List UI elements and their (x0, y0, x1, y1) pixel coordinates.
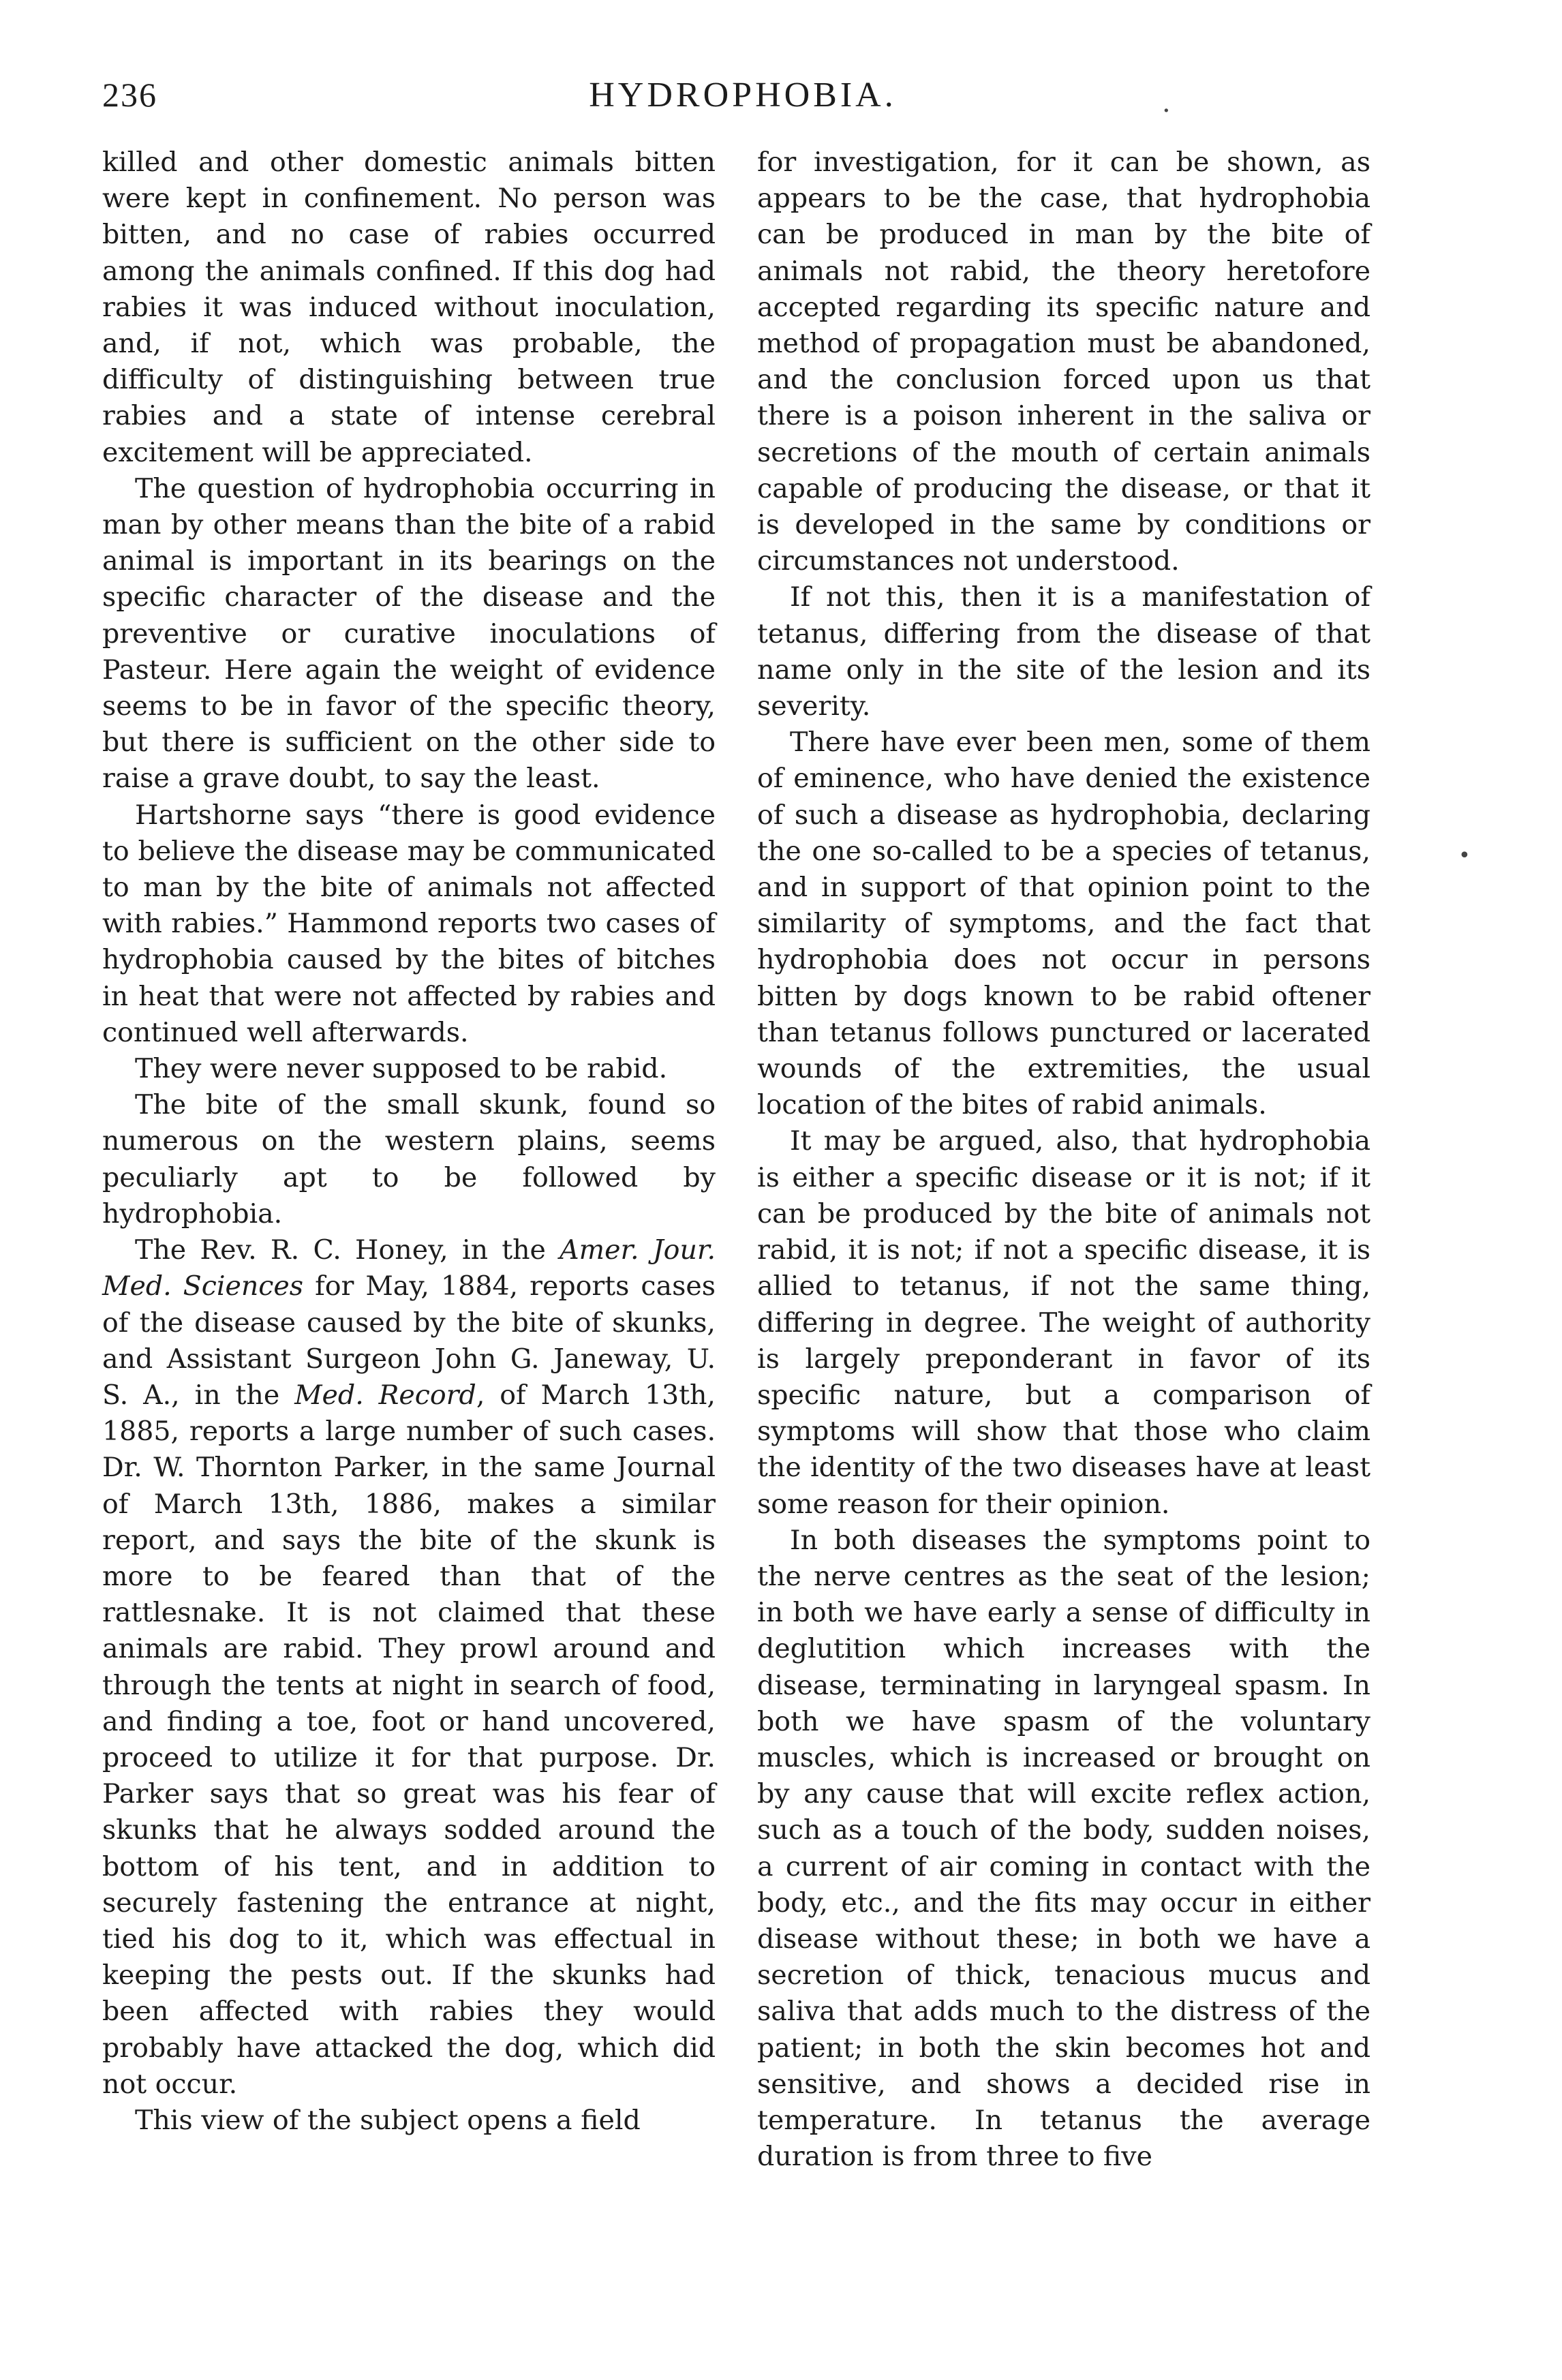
honey-text-a: The Rev. R. C. Honey, in the (135, 1234, 560, 1266)
paragraph-for-investigation: for investigation, for it can be shown, as appears to be the case, that hydrophobia can be produced in man by the bite of animals not rabid, the theory heretofore accepted regarding its specific nature and method of propagation must be abandoned, and the conclusion forced upon us that there is a poison inherent in the saliva or secretions of the mouth of certain animals capable of producing the disease, or that it is developed in the same by conditions or circumstances not understood. (757, 147, 1370, 577)
stray-margin-mark: • (1458, 844, 1471, 868)
honey-text-b: for May, 1884, reports cases of the disease caused by the bite of skunks, and Assistant Surgeon John G. Janeway, U. S. A., in the (102, 1270, 716, 1411)
paragraph-honey-report (102, 1232, 716, 2103)
journal-med-record: Med. Record (294, 1379, 476, 1411)
running-title: HYDROPHOBIA. (589, 76, 897, 115)
paragraph-men-of-eminence: There have ever been men, some of them of eminence, who have denied the existence of such a disease as hydrophobia, declaring the one so-called to be a species of tetanus, and in support of that opinion point to the similarity of symptoms, and the fact that hydrophobia does not occur in persons bitten by dogs known to be rabid oftener than tetanus follows punctured or lacerated wounds of the extremities, the usual location of the bites of rabid animals. (757, 727, 1370, 1121)
stray-dot-mark: · (1162, 95, 1171, 127)
journal-amer-jour-med-sciences: Amer. Jour. Med. Sciences (102, 1234, 716, 1302)
paragraph-confinement: killed and other domestic animals bitten were kept in confinement. No person was bitten, and no case of rabies occurred among the animals confined. If this dog had rabies it was induced without inoculation, and, if not, which was probable, the difficulty of distinguishing between true rabies and a state of intense cerebral excitement will be appreciated. (102, 147, 716, 468)
left-column (102, 144, 716, 2139)
running-head (102, 68, 1383, 123)
paragraph-both-diseases: In both diseases the symptoms point to the nerve centres as the seat of the lesion; in both we have early a sense of difficulty in deglutition which increases with the disease, terminating in laryngeal spasm. In both we have spasm of the voluntary muscles, which is increased or brought on by any cause that will excite reflex action, such as a touch of the body, sudden noises, a current of air coming in contact with the body, etc., and the fits may occur in either disease without these; in both we have a secretion of thick, tenacious mucus and saliva that adds much to the distress of the patient; in both the skin becomes hot and sensitive, and shows a decided rise in temperature. In tetanus the average duration is from three to five (757, 1524, 1370, 2173)
paragraph-hartshorne: Hartshorne says “there is good evidence to believe the disease may be communicated to man by the bite of animals not affected with rabies.” Hammond reports two cases of hydrophobia caused by the bites of bitches in heat that were not affected by rabies and continued well afterwards. (102, 799, 716, 1048)
paragraph-tetanus-manifestation: If not this, then it is a manifestation of tetanus, differing from the disease of that name only in the site of the lesion and its severity. (757, 581, 1370, 722)
paragraph-question-of-hydrophobia: The question of hydrophobia occurring in man by other means than the bite of a rabid animal is important in its bearings on the specific character of the disease and the preventive or curative inoculations of Pasteur. Here again the weight of evidence seems to be in favor of the specific theory, but there is sufficient on the other side to raise a grave doubt, to say the least. (102, 472, 716, 795)
paragraph-may-be-argued: It may be argued, also, that hydrophobia is either a specific disease or it is not; if it can be produced by the bite of animals not rabid, it is not; if not a specific disease, it is allied to tetanus, if not the same thing, differing in degree. The weight of authority is largely preponderant in favor of its specific nature, but a comparison of symptoms will show that those who claim the identity of the two diseases have at least some reason for their opinion. (757, 1125, 1370, 1520)
page-number: 236 (102, 76, 157, 114)
right-column (757, 144, 1370, 2175)
honey-text-c: , of March 13th, 1885, reports a large number of such cases. Dr. W. Thornton Parker, in the same Journal of March 13th, 1886, makes a similar report, and says the bite of the skunk is more to be feared than that of the rattlesnake. It is not claimed that these animals are rabid. They prowl around and through the tents at night in search of food, and finding a toe, foot or hand uncovered, proceed to utilize it for that purpose. Dr. Parker says that so great was his fear of skunks that he always sodded around the bottom of his tent, and in addition to securely fastening the entrance at night, tied his dog to it, which was effectual in keeping the pests out. If the skunks had been affected with rabies they would probably have attacked the dog, which did not occur. (102, 1379, 716, 2100)
paragraph-this-view: This view of the subject opens a field (135, 2104, 641, 2136)
paragraph-skunk-bite: The bite of the small skunk, found so numerous on the western plains, seems peculiarly apt to be followed by hydrophobia. (102, 1089, 716, 1230)
paragraph-never-rabid: They were never supposed to be rabid. (135, 1053, 668, 1085)
